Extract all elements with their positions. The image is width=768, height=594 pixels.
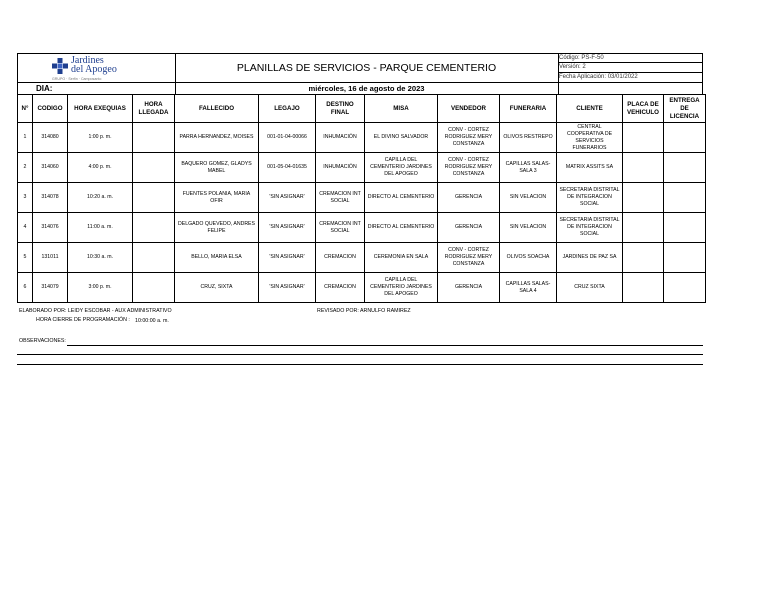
column-header: CLIENTE [557,95,623,123]
observations-label: OBSERVACIONES: [19,338,66,344]
table-cell: 'SIN ASIGNAR' [259,243,316,273]
table-cell: OLIVOS RESTREPO [500,123,557,153]
table-cell [623,123,664,153]
table-row [18,243,706,273]
table-cell [623,243,664,273]
observations-line-3 [17,364,703,365]
table-row [18,213,706,243]
table-cell: CENTRAL COOPERATIVA DE SERVICIOS FUNERARIOS [557,123,623,153]
table-cell: SECRETARIA DISTRITAL DE INTEGRACION SOCIAL [557,183,623,213]
table-cell: CONV - CORTEZ RODRIGUEZ MERY CONSTANZA [438,243,500,273]
table-cell: 314076 [33,213,68,243]
services-table [17,94,706,303]
table-row [18,153,706,183]
table-cell: 1:00 p. m. [68,123,133,153]
table-cell [133,213,175,243]
form-application-date: Fecha Aplicación: 03/01/2022 [559,73,638,80]
table-cell: CAPILLAS SALAS- SALA 4 [500,273,557,303]
table-cell [133,123,175,153]
table-cell [623,153,664,183]
table-cell [664,273,706,303]
table-cell: PARRA HERNANDEZ, MOISES [175,123,259,153]
table-cell [133,273,175,303]
schedule-date: miércoles, 16 de agosto de 2023 [308,84,425,93]
table-cell: INHUMACIÓN [316,153,365,183]
table-cell: BAQUERO GOMEZ, GLADYS MABEL [175,153,259,183]
reviewed-by: REVISADO POR: ARNULFO RAMIREZ [317,308,411,314]
table-cell: JARDINES DE PAZ SA [557,243,623,273]
table-row [18,273,706,303]
table-cell: CAPILLA DEL CEMENTERIO JARDINES DEL APOGEO [365,153,438,183]
cutoff-time-label: HORA CIERRE DE PROGRAMACIÓN : [36,317,130,323]
form-metadata [558,54,702,82]
table-header-row [18,95,706,123]
day-label: DIA: [36,84,53,93]
table-cell: 001-01-04-00066 [259,123,316,153]
table-row [18,183,706,213]
table-cell [133,183,175,213]
table-cell [133,243,175,273]
table-cell: MATRIX ASSITS SA [557,153,623,183]
table-cell: 314060 [33,153,68,183]
table-cell: FUENTES POLANIA, MARIA OFIR [175,183,259,213]
column-header: HORA EXEQUIAS [68,95,133,123]
table-cell: CAPILLA DEL CEMENTERIO JARDINES DEL APOGEO [365,273,438,303]
table-cell: CRUZ, SIXTA [175,273,259,303]
table-cell: 3:00 p. m. [68,273,133,303]
observations-line-2 [17,354,703,355]
table-cell [664,153,706,183]
table-cell [664,123,706,153]
table-cell: 5 [18,243,33,273]
table-cell: CEREMONIA EN SALA [365,243,438,273]
table-cell: CREMACION INT SOCIAL [316,183,365,213]
table-cell: DIRECTO AL CEMENTERIO [365,183,438,213]
table-cell: EL DIVINO SALVADOR [365,123,438,153]
column-header: CODIGO [33,95,68,123]
form-code: Código: PS-F-50 [558,54,702,63]
table-cell: 10:20 a. m. [68,183,133,213]
table-cell: 001-05-04-01635 [259,153,316,183]
table-cell: 314078 [33,183,68,213]
prepared-by: ELABORADO POR: LEIDY ESCOBAR - AUX ADMINISTRATIVO [19,308,172,314]
table-cell: SECRETARIA DISTRITAL DE INTEGRACION SOCIAL [557,213,623,243]
column-header: PLACA DE VEHICULO [623,95,664,123]
table-cell: OLIVOS SOACHA [500,243,557,273]
table-cell: 10:30 a. m. [68,243,133,273]
table-cell: BELLO, MARIA ELSA [175,243,259,273]
table-cell: 4:00 p. m. [68,153,133,183]
table-cell: DIRECTO AL CEMENTERIO [365,213,438,243]
column-header: N° [18,95,33,123]
table-cell: CONV - CORTEZ RODRIGUEZ MERY CONSTANZA [438,123,500,153]
table-cell: CREMACION [316,273,365,303]
column-header: LEGAJO [259,95,316,123]
form-title: PLANILLAS DE SERVICIOS - PARQUE CEMENTERIO [175,54,559,82]
table-cell: GERENCIA [438,273,500,303]
table-cell: 1 [18,123,33,153]
cross-logo-icon [52,58,68,74]
table-cell [664,213,706,243]
table-cell: CONV - CORTEZ RODRIGUEZ MERY CONSTANZA [438,153,500,183]
table-cell: CREMACION INT SOCIAL [316,213,365,243]
form-header [17,53,703,83]
logo-text-line2: del Apogeo [71,64,117,75]
table-cell [664,183,706,213]
company-logo [52,55,142,81]
table-cell: SIN VELACION [500,213,557,243]
table-cell: SIN VELACION [500,183,557,213]
logo-tagline: GRUPO · Serfin · Camposanto [52,77,102,81]
table-row [18,123,706,153]
column-header: DESTINO FINAL [316,95,365,123]
table-cell: GERENCIA [438,183,500,213]
table-cell [623,273,664,303]
table-cell: 11:00 a. m. [68,213,133,243]
table-cell [664,243,706,273]
table-cell: 2 [18,153,33,183]
table-cell: 6 [18,273,33,303]
table-cell: GERENCIA [438,213,500,243]
table-cell [133,153,175,183]
table-cell [623,213,664,243]
table-cell: CRUZ SIXTA [557,273,623,303]
logo-cell [18,54,176,82]
table-cell: 4 [18,213,33,243]
table-cell: CAPILLAS SALAS- SALA 3 [500,153,557,183]
column-header: HORA LLEGADA [133,95,175,123]
column-header: FALLECIDO [175,95,259,123]
table-cell: CREMACION [316,243,365,273]
table-cell: DELGADO QUEVEDO, ANDRES FELIPE [175,213,259,243]
column-header: FUNERARIA [500,95,557,123]
logo-text-line1: Jardines [71,55,104,66]
table-cell: 'SIN ASIGNAR' [259,213,316,243]
table-cell: INHUMACIÓN [316,123,365,153]
table-cell: 314079 [33,273,68,303]
table-cell [623,183,664,213]
cutoff-time-value: 10:00:00 a. m. [135,318,169,324]
observations-line-1 [67,345,703,346]
table-cell: 'SIN ASIGNAR' [259,183,316,213]
table-cell: 314080 [33,123,68,153]
column-header: ENTREGA DE LICENCIA [664,95,706,123]
column-header: VENDEDOR [438,95,500,123]
table-cell: 3 [18,183,33,213]
form-version: Versión: 2 [558,63,702,72]
column-header: MISA [365,95,438,123]
table-cell: 'SIN ASIGNAR' [259,273,316,303]
table-cell: 131011 [33,243,68,273]
